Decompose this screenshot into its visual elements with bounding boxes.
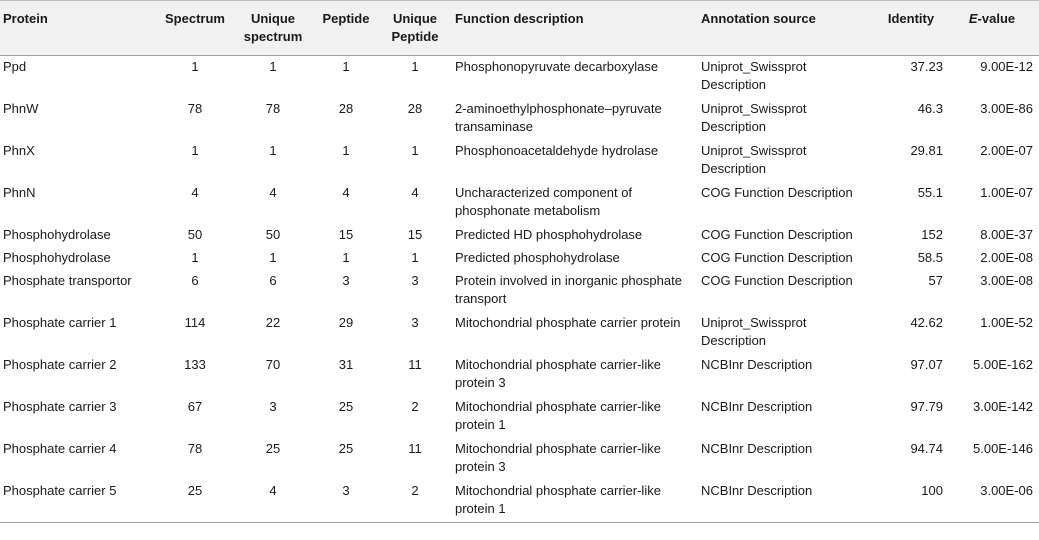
header-evalue-suffix: -value bbox=[977, 11, 1016, 26]
cell-unique-peptide: 1 bbox=[411, 250, 419, 265]
cell-unique-spectrum: 1 bbox=[269, 250, 277, 265]
cell-protein: Phosphate carrier 2 bbox=[3, 357, 117, 372]
cell-unique-peptide: 3 bbox=[411, 273, 419, 288]
cell-annotation-source: NCBInr Description bbox=[701, 357, 813, 372]
cell-spectrum: 25 bbox=[155, 480, 235, 523]
cell-unique-peptide: 15 bbox=[407, 227, 423, 242]
cell-unique-peptide: 1 bbox=[411, 143, 419, 158]
cell-identity: 100 bbox=[875, 480, 947, 523]
cell-annotation-source: NCBInr Description bbox=[701, 399, 813, 414]
cell-annotation-source: COG Function Description bbox=[701, 273, 853, 288]
header-evalue bbox=[947, 1, 1039, 56]
cell-protein: Phosphate carrier 3 bbox=[3, 399, 117, 414]
cell-identity: 58.5 bbox=[917, 250, 943, 265]
cell-peptide: 4 bbox=[342, 185, 350, 200]
cell-evalue: 9.00E-12 bbox=[980, 59, 1033, 74]
cell-spectrum: 6 bbox=[191, 273, 199, 288]
cell-annotation-source: Uniprot_Swissprot Description bbox=[701, 315, 807, 348]
cell-spectrum: 1 bbox=[191, 59, 199, 74]
cell-annotation-source: COG Function Description bbox=[701, 185, 853, 200]
cell-function-description: Uncharacterized component of phosphonate metabolism bbox=[455, 185, 633, 218]
cell-unique-spectrum: 25 bbox=[265, 441, 281, 456]
cell-protein: Ppd bbox=[3, 59, 27, 74]
cell-spectrum: 50 bbox=[187, 227, 203, 242]
cell-evalue: 1.00E-52 bbox=[980, 315, 1033, 330]
cell-function-description: Predicted HD phosphohydrolase bbox=[455, 227, 643, 242]
cell-identity: 29.81 bbox=[910, 143, 943, 158]
table-row bbox=[0, 98, 1039, 140]
cell-evalue: 5.00E-146 bbox=[973, 441, 1033, 456]
cell-identity: 152 bbox=[921, 227, 943, 242]
table-body bbox=[0, 56, 1039, 523]
cell-spectrum: 133 bbox=[184, 357, 206, 372]
header-peptide: Peptide bbox=[311, 1, 381, 56]
cell-peptide: 31 bbox=[338, 357, 354, 372]
cell-annotation-source: NCBInr Description bbox=[693, 480, 875, 523]
cell-function-description: Predicted phosphohydrolase bbox=[455, 250, 620, 265]
cell-function-description: Mitochondrial phosphate carrier protein bbox=[455, 315, 681, 330]
table-row bbox=[0, 224, 1039, 247]
cell-unique-spectrum: 1 bbox=[269, 143, 277, 158]
header-spectrum: Spectrum bbox=[155, 1, 235, 56]
cell-unique-spectrum: 50 bbox=[265, 227, 281, 242]
cell-protein: Phosphate carrier 1 bbox=[3, 315, 117, 330]
table-row bbox=[0, 270, 1039, 312]
cell-evalue: 2.00E-08 bbox=[980, 250, 1033, 265]
cell-evalue: 2.00E-07 bbox=[980, 143, 1033, 158]
cell-protein: PhnX bbox=[3, 143, 35, 158]
cell-peptide: 29 bbox=[338, 315, 354, 330]
cell-peptide: 15 bbox=[338, 227, 354, 242]
cell-annotation-source: Uniprot_Swissprot Description bbox=[701, 59, 807, 92]
cell-identity: 42.62 bbox=[910, 315, 943, 330]
cell-unique-spectrum: 3 bbox=[269, 399, 277, 414]
table-row bbox=[0, 56, 1039, 99]
cell-spectrum: 78 bbox=[187, 101, 203, 116]
table-row bbox=[0, 438, 1039, 480]
cell-evalue: 1.00E-07 bbox=[980, 185, 1033, 200]
header-identity: Identity bbox=[875, 1, 947, 56]
cell-peptide: 1 bbox=[342, 250, 350, 265]
cell-evalue: 3.00E-06 bbox=[947, 480, 1039, 523]
cell-unique-peptide: 2 bbox=[381, 480, 449, 523]
cell-unique-peptide: 4 bbox=[411, 185, 419, 200]
cell-unique-spectrum: 6 bbox=[269, 273, 277, 288]
cell-protein: Phosphate transportor bbox=[3, 273, 132, 288]
cell-identity: 97.07 bbox=[910, 357, 943, 372]
cell-evalue: 3.00E-142 bbox=[973, 399, 1033, 414]
cell-evalue: 3.00E-08 bbox=[980, 273, 1033, 288]
cell-spectrum: 4 bbox=[191, 185, 199, 200]
table-row bbox=[0, 140, 1039, 182]
cell-function-description: Mitochondrial phosphate carrier-like protein 3 bbox=[455, 357, 661, 390]
table-header-row bbox=[0, 1, 1039, 56]
cell-identity: 55.1 bbox=[917, 185, 943, 200]
cell-identity: 97.79 bbox=[910, 399, 943, 414]
cell-identity: 57 bbox=[928, 273, 943, 288]
cell-spectrum: 1 bbox=[191, 143, 199, 158]
table-row bbox=[0, 354, 1039, 396]
cell-peptide: 1 bbox=[342, 59, 350, 74]
cell-evalue: 8.00E-37 bbox=[980, 227, 1033, 242]
cell-spectrum: 114 bbox=[184, 315, 206, 330]
cell-spectrum: 78 bbox=[187, 441, 203, 456]
cell-unique-peptide: 3 bbox=[411, 315, 419, 330]
cell-function-description: 2-aminoethylphosphonate–pyruvate transaminase bbox=[455, 101, 662, 134]
cell-unique-spectrum: 4 bbox=[235, 480, 311, 523]
cell-unique-peptide: 1 bbox=[411, 59, 419, 74]
cell-protein: PhnN bbox=[3, 185, 36, 200]
cell-protein: Phosphate carrier 5 bbox=[0, 480, 155, 523]
cell-peptide: 25 bbox=[338, 399, 354, 414]
table-row bbox=[0, 396, 1039, 438]
cell-peptide: 1 bbox=[342, 143, 350, 158]
cell-spectrum: 67 bbox=[187, 399, 203, 414]
cell-function-description: Mitochondrial phosphate carrier-like protein 3 bbox=[455, 441, 661, 474]
cell-unique-peptide: 2 bbox=[411, 399, 419, 414]
cell-annotation-source: COG Function Description bbox=[701, 250, 853, 265]
header-unique-spectrum: Unique spectrum bbox=[235, 1, 311, 56]
table-row bbox=[0, 182, 1039, 224]
table-row bbox=[0, 312, 1039, 354]
header-protein: Protein bbox=[0, 1, 155, 56]
header-unique-peptide: Unique Peptide bbox=[381, 1, 449, 56]
cell-identity: 94.74 bbox=[910, 441, 943, 456]
cell-protein: Phosphohydrolase bbox=[3, 250, 111, 265]
cell-unique-spectrum: 78 bbox=[265, 101, 281, 116]
cell-annotation-source: Uniprot_Swissprot Description bbox=[701, 143, 807, 176]
cell-evalue: 5.00E-162 bbox=[973, 357, 1033, 372]
cell-identity: 46.3 bbox=[917, 101, 943, 116]
cell-peptide: 25 bbox=[338, 441, 354, 456]
cell-protein: Phosphohydrolase bbox=[3, 227, 111, 242]
cell-function-description: Phosphonopyruvate decarboxylase bbox=[455, 59, 659, 74]
header-annotation-source: Annotation source bbox=[693, 1, 875, 56]
table-row bbox=[0, 247, 1039, 270]
table-row bbox=[0, 480, 1039, 523]
cell-unique-spectrum: 4 bbox=[269, 185, 277, 200]
cell-evalue: 3.00E-86 bbox=[980, 101, 1033, 116]
cell-annotation-source: COG Function Description bbox=[701, 227, 853, 242]
cell-unique-peptide: 11 bbox=[408, 357, 422, 372]
cell-identity: 37.23 bbox=[910, 59, 943, 74]
header-evalue-e: E bbox=[968, 11, 978, 26]
cell-unique-peptide: 11 bbox=[408, 441, 422, 456]
header-function-description: Function description bbox=[449, 1, 693, 56]
cell-spectrum: 1 bbox=[191, 250, 199, 265]
cell-protein: Phosphate carrier 4 bbox=[3, 441, 117, 456]
cell-function-description: Mitochondrial phosphate carrier-like protein 1 bbox=[455, 399, 661, 432]
cell-protein: PhnW bbox=[3, 101, 39, 116]
cell-function-description: Phosphonoacetaldehyde hydrolase bbox=[455, 143, 659, 158]
cell-peptide: 3 bbox=[311, 480, 381, 523]
cell-unique-spectrum: 22 bbox=[265, 315, 281, 330]
cell-peptide: 28 bbox=[338, 101, 354, 116]
cell-annotation-source: NCBInr Description bbox=[701, 441, 813, 456]
cell-function-description: Protein involved in inorganic phosphate transport bbox=[455, 273, 682, 306]
cell-unique-spectrum: 1 bbox=[269, 59, 277, 74]
cell-unique-peptide: 28 bbox=[407, 101, 423, 116]
cell-unique-spectrum: 70 bbox=[265, 357, 281, 372]
cell-annotation-source: Uniprot_Swissprot Description bbox=[701, 101, 807, 134]
cell-function-description: Mitochondrial phosphate carrier-like protein 1 bbox=[449, 480, 693, 523]
cell-peptide: 3 bbox=[342, 273, 350, 288]
